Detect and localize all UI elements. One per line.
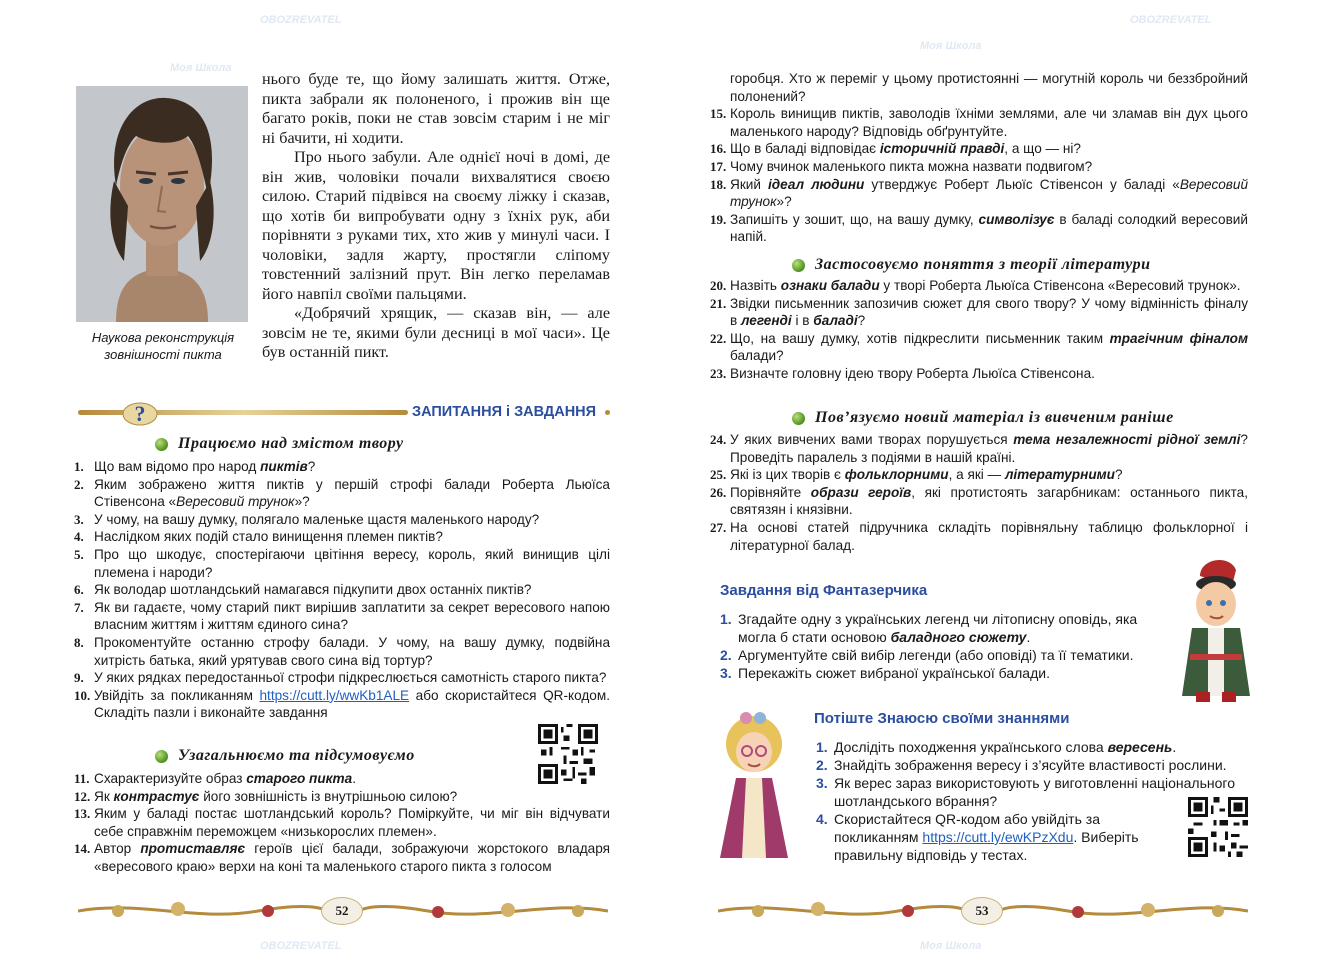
pict-reconstruction-photo — [76, 86, 248, 322]
fantazerchyk-title: Завдання від Фантазерчика — [720, 582, 928, 599]
question-number: 9. — [74, 670, 84, 686]
banner-title: ЗАПИТАННЯ і ЗАВДАННЯ — [412, 404, 597, 420]
question-keyword: історичній правді — [879, 141, 1005, 157]
question-number: 27. — [710, 519, 727, 535]
section-heading — [155, 435, 404, 453]
story-text — [262, 70, 610, 363]
question-keyword: старого пикта — [246, 771, 353, 786]
question-number: 2. — [74, 476, 84, 492]
question-text: ? — [1115, 467, 1123, 483]
question-item — [710, 277, 1248, 295]
question-text: , а які — — [948, 467, 1005, 483]
question-mark-icon — [120, 394, 160, 428]
page-number: 53 — [961, 897, 1003, 925]
question-number: 3. — [74, 511, 84, 527]
question-text: Які із цих творів є — [730, 467, 845, 483]
question-text: . — [352, 771, 356, 786]
question-text: Автор — [94, 841, 141, 857]
question-item — [710, 176, 1249, 211]
task-text: Перекажіть сюжет вибраної української балади. — [738, 665, 1050, 681]
znayusya-title: Потіште Знаюсю своїми знаннями — [814, 710, 1070, 727]
question-item — [710, 330, 1249, 365]
question-title: Вересовий трунок — [730, 176, 1249, 210]
question-item — [74, 840, 610, 875]
question-text: У яких рядках передостанньої строфи підкреслюється самотність старого пикта? — [94, 670, 607, 686]
question-text: Назвіть — [730, 278, 781, 293]
question-number: 25. — [710, 467, 727, 483]
question-keyword: пиктів — [260, 459, 308, 474]
section-heading — [155, 747, 415, 765]
question-text: Увійдіть за покликанням — [94, 687, 260, 703]
question-number: 19. — [710, 211, 727, 227]
question-number: 4. — [74, 529, 84, 545]
question-number: 17. — [710, 158, 727, 174]
watermark-brand: OBOZREVATEL — [260, 14, 342, 26]
question-item — [710, 295, 1248, 330]
watermark-brand: Моя Школа — [170, 62, 232, 74]
question-number: 26. — [710, 484, 727, 500]
question-text: Яким зображено життя пиктів у першій строфі балади Роберта Льюїса Стівенсона « — [94, 476, 610, 510]
question-text: , які протистоять загарбникам: останнього пикта, святязян і князівни. — [730, 484, 1249, 518]
question-text: , а що — ні? — [1004, 141, 1081, 157]
question-text: героїв цієї балади, зображуючи жорстокого владаря «вересового краю» верхи на коні та маленького старого пикта з голосом — [94, 841, 610, 874]
question-item — [710, 484, 1249, 519]
task-number: 2. — [720, 647, 732, 663]
questions-list-2 — [74, 770, 610, 876]
task-item — [816, 774, 1248, 810]
question-item — [710, 466, 1248, 484]
questions-list-5 — [710, 431, 1249, 554]
watermark-brand: OBOZREVATEL — [260, 940, 342, 952]
task-number: 4. — [816, 811, 828, 827]
znayusya-character — [714, 712, 794, 862]
question-item — [74, 687, 610, 722]
question-number: 21. — [710, 295, 727, 311]
question-keyword: баладі — [813, 313, 858, 329]
question-item — [74, 669, 610, 687]
task-number: 2. — [816, 757, 828, 773]
task-text: . — [1026, 629, 1031, 645]
task-text: Згадайте одну з українських легенд чи літописну оповідь, яка могла б стати основою — [738, 611, 1138, 645]
question-text: Який — [730, 176, 768, 192]
left-page — [0, 0, 660, 972]
question-number: 6. — [74, 582, 84, 598]
question-text: в баладі солодкий вересовий напій. — [730, 211, 1248, 245]
question-number: 11. — [74, 771, 90, 786]
section-title: Застосовуємо поняття з теорії літератури — [815, 256, 1151, 273]
question-text: ? Проведіть паралель з подіями в нашій країні. — [730, 432, 1248, 465]
question-item — [74, 546, 610, 581]
question-text: »? — [294, 494, 310, 510]
task-text: Аргументуйте свій вибір легенди (або оповіді) та її тематики. — [738, 647, 1134, 663]
fantazerchyk-list — [720, 610, 1170, 682]
question-keyword: фольклорними — [844, 467, 949, 483]
svg-text:?: ? — [134, 401, 146, 426]
section-heading — [792, 256, 1150, 274]
question-keyword: ознаки балади — [780, 278, 880, 293]
watermark-brand: Моя Школа — [920, 940, 982, 952]
question-item — [710, 140, 1248, 158]
question-text: Король винищив пиктів, заволодів їхніми землями, але чи зламав він дух цього маленького народу? Відповідь обґрунтуйте. — [730, 106, 1248, 139]
question-number: 14. — [74, 841, 91, 857]
bullet-icon — [792, 259, 805, 272]
task-text: . Виберіть правильну відповідь у тестах. — [834, 829, 1139, 863]
task-number: 1. — [816, 739, 828, 755]
znayusya-list — [816, 738, 1248, 864]
question-number: 15. — [710, 106, 727, 122]
task-text: Скористайтеся QR-кодом або увійдіть за покликанням — [834, 811, 1100, 845]
question-item — [710, 211, 1248, 246]
bullet-icon — [155, 750, 168, 763]
question-text: Про що шкодує, спостерігаючи цвітіння вересу, король, який винищив цілі племена і народи? — [94, 546, 610, 580]
question-text: ? — [307, 459, 316, 474]
question-text: Що в баладі відповідає — [730, 141, 880, 157]
question-number: 23. — [710, 365, 727, 381]
question-number: 20. — [710, 278, 727, 293]
question-text: Що, на вашу думку, хотів підкреслити письменник таким — [730, 330, 1110, 346]
task-keyword: баладного сюжету — [890, 629, 1027, 645]
question-item — [710, 365, 1248, 383]
question-text: у творі Роберта Льюїса Стівенсона «Вересовий трунок». — [879, 278, 1241, 293]
question-text: ? — [857, 313, 866, 329]
question-keyword: трагічним фіналом — [1109, 330, 1249, 346]
question-number: 8. — [74, 634, 84, 650]
questions-list-3 — [710, 70, 1249, 246]
section-title: Пов’язуємо новий матеріал із вивченим раніше — [815, 409, 1174, 426]
question-text: горобця. Хто ж переміг у цьому протистоянні — могутній король чи беззбройний полонений? — [730, 71, 1248, 104]
question-keyword: літературними — [1004, 467, 1115, 483]
watermark-brand: OBOZREVATEL — [1130, 14, 1212, 26]
question-item — [74, 805, 610, 840]
question-text: Запишіть у зошит, що, на вашу думку, — [730, 211, 979, 227]
question-text: Чому вчинок маленького пикта можна назвати подвигом? — [730, 158, 1093, 174]
question-keyword: тема незалежності рідної землі — [1013, 432, 1241, 447]
question-text: »? — [776, 194, 792, 210]
question-keyword: легенді — [741, 313, 792, 329]
puzzle-link[interactable]: https://cutt.ly/wwKb1ALE — [259, 687, 410, 703]
question-item — [710, 105, 1248, 140]
question-keyword: символізує — [978, 211, 1055, 227]
task-item — [720, 610, 1170, 646]
test-link[interactable]: https://cutt.ly/ewKPzXdu — [922, 829, 1074, 845]
question-number: 22. — [710, 330, 727, 346]
question-text: У яких вивчених вами творах порушується — [730, 432, 1014, 447]
question-text: Як — [94, 788, 114, 804]
question-number: 16. — [710, 141, 727, 157]
question-number: 1. — [74, 459, 84, 474]
question-text: його зовнішність із внутрішньою силою? — [199, 788, 458, 804]
question-keyword: протиставляє — [140, 841, 246, 857]
question-number: 24. — [710, 432, 727, 447]
question-title: Вересовий трунок — [176, 494, 295, 510]
question-text: балади? — [730, 348, 784, 364]
question-text: або скористайтеся QR-кодом. Складіть пазли і виконайте завдання — [94, 687, 610, 721]
question-text: і в — [791, 313, 814, 329]
question-number: 7. — [74, 599, 84, 615]
task-item — [816, 756, 1248, 774]
question-item — [74, 599, 610, 634]
question-item — [710, 519, 1248, 554]
task-text: Дослідіть походження українського слова — [834, 739, 1108, 755]
page-number: 52 — [321, 897, 363, 925]
question-text: На основі статей підручника складіть порівняльну таблицю фольклорної і літературної балад. — [730, 519, 1248, 553]
question-item — [74, 634, 610, 669]
task-text: . — [1172, 739, 1177, 755]
watermark-brand: Моя Школа — [920, 40, 982, 52]
question-text: Звідки письменник запозичив сюжет для свого твору? У чому відмінність фіналу в — [730, 295, 1248, 329]
question-item — [74, 528, 610, 546]
questions-list-1 — [74, 458, 610, 722]
question-item — [730, 70, 1248, 105]
question-text: Схарактеризуйте образ — [94, 771, 247, 786]
question-number: 18. — [710, 176, 727, 192]
story-paragraph: Про нього забули. Але однієї ночі в домі, де він жив, чоловіки почали вихвалятися своєю силою. Старий підвівся на своєму ліжку і сказав, що хотів би випробувати одну з їхніх рук, аби порівняти з руками тих, хто жив у минулі часи. І чоловіки, задля жарту, простягли сліпому товстенний залізний прут. Він легко переламав його навпіл своїми пальцями. — [262, 148, 610, 303]
section-heading — [792, 409, 1174, 427]
task-keyword: вересень — [1107, 739, 1173, 755]
photo-caption: Наукова реконструкція зовнішності пикта — [91, 330, 235, 362]
task-number: 3. — [720, 665, 732, 681]
fantazerchyk-character — [1170, 556, 1262, 704]
task-number: 3. — [816, 775, 828, 791]
question-text: Що вам відомо про народ — [94, 459, 261, 474]
question-text: Як ви гадаєте, чому старий пикт вирішив заплатити за секрет вересового напою власним життям і життям єдиного сина? — [94, 599, 610, 633]
bullet-icon — [792, 412, 805, 425]
question-number: 12. — [74, 788, 91, 804]
question-text: Прокоментуйте останню строфу балади. У чому, на вашу думку, подвійна хитрість батька, який урятував свого сина від тортур? — [94, 634, 610, 668]
question-number: 10. — [74, 687, 91, 703]
question-text: Визначте головну ідею твору Роберта Льюїса Стівенсона. — [730, 365, 1095, 381]
task-item — [720, 646, 1170, 664]
task-text: Як верес зараз використовують у виготовленні національного шотландського вбрання? — [834, 775, 1235, 809]
question-item — [74, 458, 610, 476]
section-title: Узагальнюємо та підсумовуємо — [178, 747, 415, 764]
banner-dot — [605, 410, 610, 415]
task-number: 1. — [720, 611, 732, 627]
question-item — [710, 158, 1248, 176]
task-item — [816, 810, 1248, 864]
task-item — [816, 738, 1248, 756]
question-item — [74, 511, 610, 529]
task-item — [720, 664, 1170, 682]
question-item — [74, 788, 610, 806]
question-text: Яким у баладі постає шотландський король? Поміркуйте, чи міг він відчувати себе справжнім переможцем «низькорослих племен». — [94, 806, 610, 839]
bullet-icon — [155, 438, 168, 451]
question-keyword: образи героїв — [810, 484, 912, 500]
question-text: Порівняйте — [730, 484, 811, 500]
question-number: 13. — [74, 806, 91, 822]
question-item — [74, 581, 610, 599]
question-item — [710, 431, 1248, 466]
right-page — [662, 0, 1323, 972]
task-text: Знайдіть зображення вересу і з’ясуйте властивості рослини. — [834, 757, 1227, 773]
question-text: У чому, на вашу думку, полягало маленьке щастя маленького народу? — [94, 511, 540, 527]
question-text: Наслідком яких подій стало винищення племен пиктів? — [94, 529, 443, 545]
qr-code-tests[interactable] — [1188, 797, 1248, 857]
section-title: Працюємо над змістом твору — [178, 435, 404, 452]
question-number: 5. — [74, 546, 84, 562]
question-item — [74, 476, 610, 511]
question-text: Як володар шотландський намагався підкупити двох останніх пиктів? — [94, 582, 532, 598]
questions-list-4 — [710, 277, 1249, 383]
question-item — [74, 770, 610, 788]
question-text: утверджує Роберт Льюїс Стівенсон у баладі « — [864, 176, 1180, 192]
question-keyword: контрастує — [113, 788, 200, 804]
story-paragraph: нього буде те, що йому залишать життя. Отже, пикта забрали як полоненого, і прожив він ще багато років, поки не став зовсім старим і не міг ні бачити, ні ходити. — [262, 70, 610, 147]
story-paragraph: «Добрячий хрящик, — сказав він, — але зовсім не те, якими були десниці в мої часи». Це був останній пикт. — [262, 304, 610, 361]
question-keyword: ідеал людини — [767, 176, 865, 192]
